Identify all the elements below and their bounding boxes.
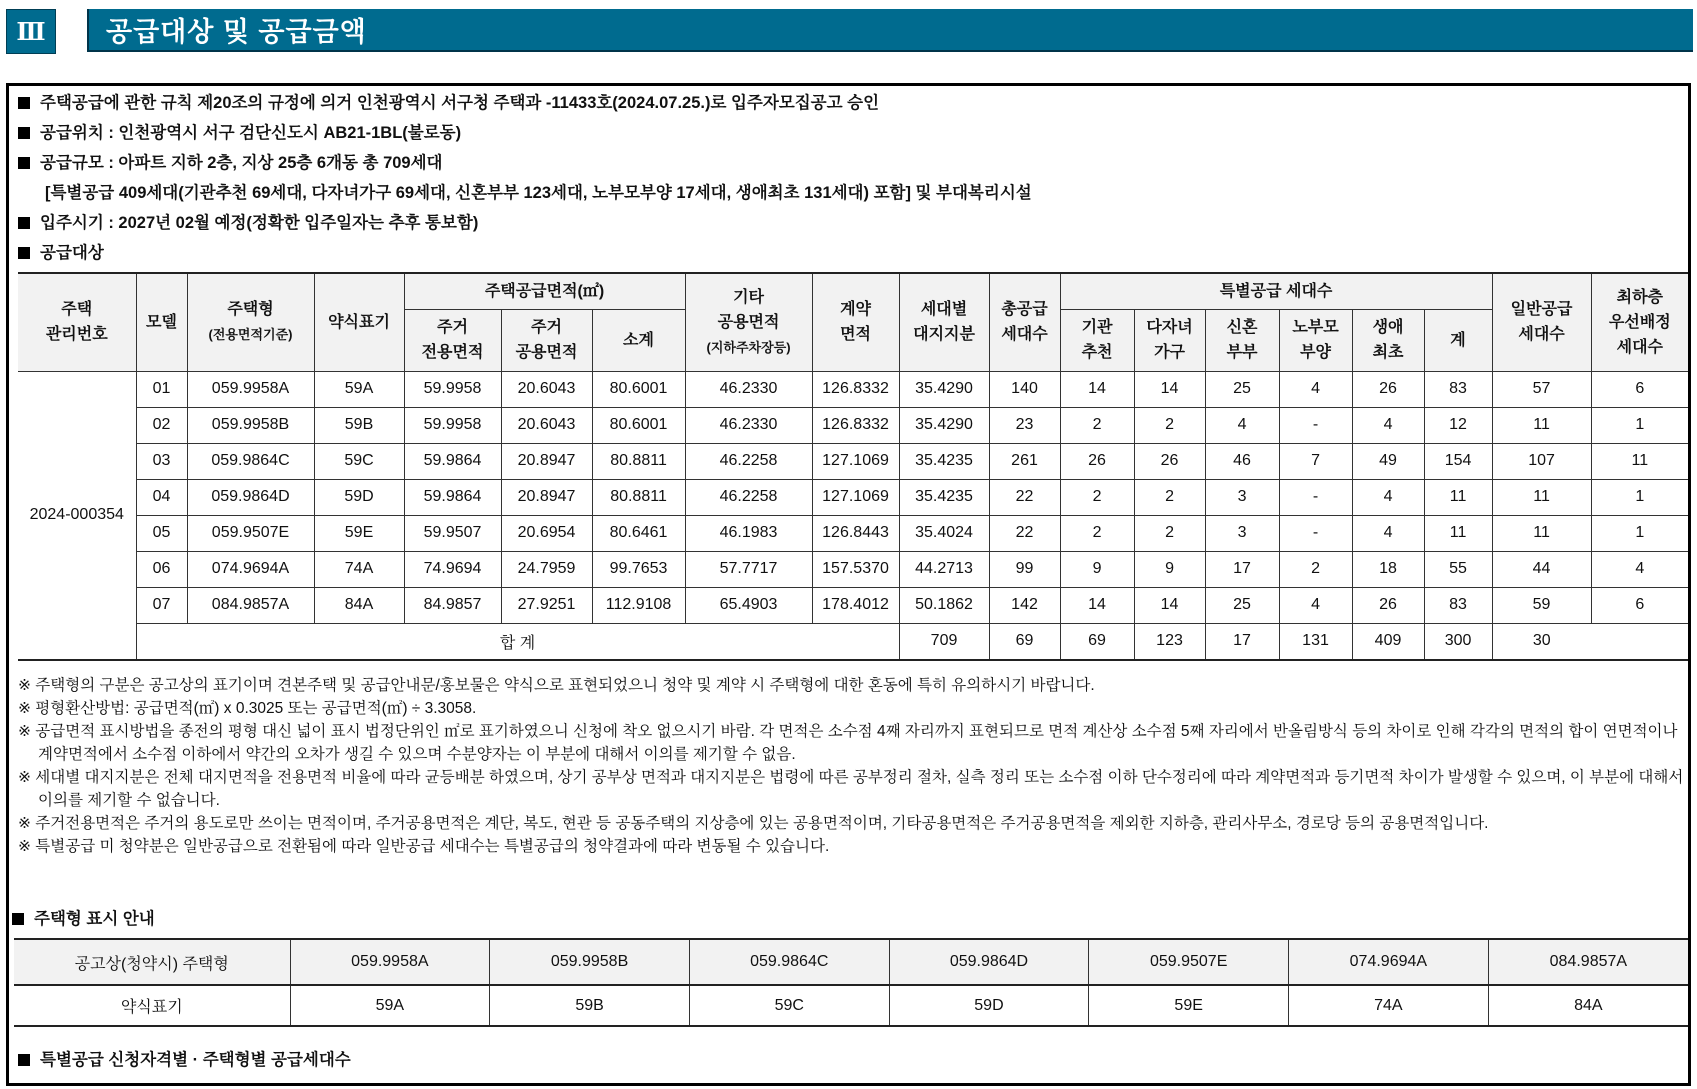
section-title: 공급대상 및 공급금액 xyxy=(87,9,1693,52)
intro-line xyxy=(18,239,104,263)
table-cell: 157.5370 xyxy=(812,551,899,587)
table-cell: 22 xyxy=(989,479,1060,515)
intro-text: 공급위치 : 인천광역시 서구 검단신도시 AB21-1BL(불로동) xyxy=(40,124,462,142)
bullet-square-icon xyxy=(18,97,30,109)
table-cell: 11 xyxy=(1492,407,1591,443)
table-cell: 14 xyxy=(1134,587,1205,623)
type-cell: 059.9864C xyxy=(689,939,889,985)
table-cell: 6 xyxy=(1591,587,1688,623)
table-cell: 6 xyxy=(1591,371,1688,407)
table-cell: 99.7653 xyxy=(592,551,685,587)
table-cell: 27.9251 xyxy=(501,587,592,623)
table-cell: 80.6461 xyxy=(592,515,685,551)
header-exclusive-area: 주거 전용면적 xyxy=(404,309,501,371)
table-cell: 26 xyxy=(1060,443,1134,479)
table-cell: 11 xyxy=(1424,515,1492,551)
table-cell: 06 xyxy=(136,551,187,587)
table-cell: 142 xyxy=(989,587,1060,623)
intro-text: 입주시기 : 2027년 02월 예정(정확한 입주일자는 추후 통보함) xyxy=(40,214,479,232)
table-cell: 9 xyxy=(1060,551,1134,587)
table-cell: 46.1983 xyxy=(685,515,812,551)
type-cell: 59B xyxy=(490,985,690,1026)
type-cell: 74A xyxy=(1289,985,1489,1026)
table-row xyxy=(18,515,1688,551)
header-abbr: 약식표기 xyxy=(314,273,404,371)
table-cell: - xyxy=(1279,515,1352,551)
table-cell: 14 xyxy=(1060,371,1134,407)
table-cell: 059.9958B xyxy=(187,407,314,443)
table-cell: 20.8947 xyxy=(501,479,592,515)
type-cell: 074.9694A xyxy=(1289,939,1489,985)
table-cell: 126.8443 xyxy=(812,515,899,551)
table-cell: 35.4235 xyxy=(899,443,989,479)
intro-line xyxy=(18,89,879,113)
table-cell: 01 xyxy=(136,371,187,407)
table-row xyxy=(18,407,1688,443)
note: ※ 주거전용면적은 주거의 용도로만 쓰이는 면적이며, 주거공용면적은 계단, 복도, 현관 등 공동주택의 지상층에 있는 공용면적이며, 기타공용면적은 주거공용면적을 제외한 지하층, 관리사무소, 경로당 등의 공용면적입니다. xyxy=(18,815,1489,832)
table-cell: 59.9958 xyxy=(404,371,501,407)
type-guide-row xyxy=(14,985,1688,1026)
table-cell: 126.8332 xyxy=(812,371,899,407)
header-sp-agency: 기관 추천 xyxy=(1060,309,1134,371)
supply-table xyxy=(18,272,1688,661)
table-cell: 83 xyxy=(1424,371,1492,407)
table-row xyxy=(18,371,1688,407)
table-cell: 20.6954 xyxy=(501,515,592,551)
header-subtotal: 소계 xyxy=(592,309,685,371)
table-cell: 127.1069 xyxy=(812,443,899,479)
total-cell: 123 xyxy=(1134,623,1205,660)
header-sp-newlywed: 신혼 부부 xyxy=(1205,309,1279,371)
table-cell: 35.4290 xyxy=(899,371,989,407)
table-cell: 46.2330 xyxy=(685,407,812,443)
table-cell: 59.9958 xyxy=(404,407,501,443)
intro-text: 공급규모 : 아파트 지하 2층, 지상 25층 6개동 총 709세대 xyxy=(40,154,443,172)
table-cell: 14 xyxy=(1060,587,1134,623)
table-cell: 59E xyxy=(314,515,404,551)
table-cell: 59B xyxy=(314,407,404,443)
table-cell: 11 xyxy=(1492,515,1591,551)
table-cell: 3 xyxy=(1205,479,1279,515)
header-common-area: 주거 공용면적 xyxy=(501,309,592,371)
type-cell: 059.9507E xyxy=(1089,939,1289,985)
total-row xyxy=(18,623,1688,660)
table-row xyxy=(18,443,1688,479)
type-cell: 59C xyxy=(689,985,889,1026)
bullet-square-icon xyxy=(18,217,30,229)
type-cell: 59E xyxy=(1089,985,1289,1026)
table-cell: - xyxy=(1279,479,1352,515)
header-sp-sum: 계 xyxy=(1424,309,1492,371)
note: ※ 세대별 대지지분은 전체 대지면적을 전용면적 비율에 따라 균등배분 하였으며, 상기 공부상 면적과 대지지분은 법령에 따른 공부정리 절차, 실측 정리 또는 소수점 이하 단수정리에 따라 계약면적과 등기면적 차이가 발생할 수 있으며, 이 부분에 대해서 이의를 제기할 수 없습니다. xyxy=(18,769,1684,809)
content-box xyxy=(6,83,1691,1086)
type-guide-row xyxy=(14,939,1688,985)
header-area-group: 주택공급면적(㎡) xyxy=(404,273,685,309)
table-cell: 46 xyxy=(1205,443,1279,479)
table-cell: 4 xyxy=(1205,407,1279,443)
table-cell: 59 xyxy=(1492,587,1591,623)
table-cell: 44.2713 xyxy=(899,551,989,587)
type-cell: 059.9864D xyxy=(889,939,1089,985)
intro-line xyxy=(18,119,461,143)
type-cell: 084.9857A xyxy=(1488,939,1688,985)
table-cell: 4 xyxy=(1279,371,1352,407)
total-cell: 709 xyxy=(899,623,989,660)
total-cell: 131 xyxy=(1279,623,1352,660)
table-cell: 059.9958A xyxy=(187,371,314,407)
table-cell: 20.8947 xyxy=(501,443,592,479)
table-cell: 059.9864C xyxy=(187,443,314,479)
table-cell: 2 xyxy=(1134,479,1205,515)
table-cell: 12 xyxy=(1424,407,1492,443)
table-cell: 80.8811 xyxy=(592,443,685,479)
note: ※ 공급면적 표시방법을 종전의 평형 대신 넓이 표시 법정단위인 ㎡로 표기하였으니 신청에 착오 없으시기 바람. 각 면적은 소수점 4째 자리까지 표현되므로 면적 계산상 소수점 5째 자리에서 반올림방식 등의 차이로 인해 각각의 면적의 합이 연면적이나 계약면적에서 소수점 이하에서 약간의 오차가 생길 수 있으며 수분양자는 이 부분에 대해서 이의를 제기할 수 없음. xyxy=(18,723,1678,763)
header-lowest-floor: 최하층 우선배정 세대수 xyxy=(1591,273,1688,371)
type-cell: 059.9958B xyxy=(490,939,690,985)
table-cell: 14 xyxy=(1134,371,1205,407)
table-cell: - xyxy=(1279,407,1352,443)
table-cell: 59A xyxy=(314,371,404,407)
table-cell: 084.9857A xyxy=(187,587,314,623)
table-cell: 127.1069 xyxy=(812,479,899,515)
notes xyxy=(18,674,1686,858)
table-cell: 55 xyxy=(1424,551,1492,587)
header-sp-multichild: 다자녀 가구 xyxy=(1134,309,1205,371)
total-cell: 300 xyxy=(1424,623,1492,660)
table-cell: 46.2258 xyxy=(685,479,812,515)
table-cell: 46.2330 xyxy=(685,371,812,407)
table-cell: 49 xyxy=(1352,443,1424,479)
total-label: 합 계 xyxy=(136,623,899,660)
table-cell: 18 xyxy=(1352,551,1424,587)
total-cell: 30 xyxy=(1492,623,1591,660)
table-cell: 02 xyxy=(136,407,187,443)
table-cell: 46.2258 xyxy=(685,443,812,479)
row-label: 공고상(청약시) 주택형 xyxy=(14,939,290,985)
header-other-common: 기타 공용면적 (지하주차장등) xyxy=(685,273,812,371)
table-cell: 59.9507 xyxy=(404,515,501,551)
intro-text: 공급대상 xyxy=(40,244,104,262)
intro-text: 주택공급에 관한 규칙 제20조의 규정에 의거 인천광역시 서구청 주택과 -11433호(2024.07.25.)로 입주자모집공고 승인 xyxy=(40,94,880,112)
table-row xyxy=(18,479,1688,515)
table-cell: 22 xyxy=(989,515,1060,551)
table-cell: 140 xyxy=(989,371,1060,407)
header-model: 모델 xyxy=(136,273,187,371)
type-cell: 59A xyxy=(290,985,490,1026)
header-sp-elderly: 노부모 부양 xyxy=(1279,309,1352,371)
note: ※ 특별공급 미 청약분은 일반공급으로 전환됨에 따라 일반공급 세대수는 특별공급의 청약결과에 따라 변동될 수 있습니다. xyxy=(18,838,830,855)
table-cell: 65.4903 xyxy=(685,587,812,623)
total-cell: 69 xyxy=(989,623,1060,660)
bullet-square-icon xyxy=(18,247,30,259)
table-cell: 11 xyxy=(1492,479,1591,515)
table-cell: 2 xyxy=(1060,515,1134,551)
table-cell: 35.4024 xyxy=(899,515,989,551)
table-cell: 59.9864 xyxy=(404,479,501,515)
table-cell: 57 xyxy=(1492,371,1591,407)
table-cell: 59D xyxy=(314,479,404,515)
table-cell: 57.7717 xyxy=(685,551,812,587)
table-cell: 07 xyxy=(136,587,187,623)
header-contract-area: 계약 면적 xyxy=(812,273,899,371)
section-number: Ⅲ xyxy=(6,9,56,54)
header-total-units: 총공급 세대수 xyxy=(989,273,1060,371)
table-cell: 059.9864D xyxy=(187,479,314,515)
table-cell: 178.4012 xyxy=(812,587,899,623)
type-cell: 59D xyxy=(889,985,1089,1026)
bullet-square-icon xyxy=(12,913,24,925)
intro-line xyxy=(18,209,478,233)
table-cell: 107 xyxy=(1492,443,1591,479)
table-cell: 9 xyxy=(1134,551,1205,587)
table-cell: 20.6043 xyxy=(501,371,592,407)
table-cell: 50.1862 xyxy=(899,587,989,623)
table-cell: 4 xyxy=(1352,479,1424,515)
table-cell: 59C xyxy=(314,443,404,479)
header-type: 주택형 (전용면적기준) xyxy=(187,273,314,371)
total-cell: 17 xyxy=(1205,623,1279,660)
table-cell: 154 xyxy=(1424,443,1492,479)
header-sp-firsttime: 생애 최초 xyxy=(1352,309,1424,371)
table-cell: 2 xyxy=(1060,479,1134,515)
table-cell: 80.8811 xyxy=(592,479,685,515)
table-cell: 84A xyxy=(314,587,404,623)
table-cell: 2 xyxy=(1060,407,1134,443)
table-cell: 04 xyxy=(136,479,187,515)
header-land-share: 세대별 대지지분 xyxy=(899,273,989,371)
table-cell: 059.9507E xyxy=(187,515,314,551)
next-heading xyxy=(18,1046,351,1070)
table-cell: 26 xyxy=(1134,443,1205,479)
heading-text: 주택형 표시 안내 xyxy=(34,910,155,928)
type-guide-heading xyxy=(12,905,155,929)
table-cell: 17 xyxy=(1205,551,1279,587)
total-cell: 409 xyxy=(1352,623,1424,660)
row-label: 약식표기 xyxy=(14,985,290,1026)
note: ※ 주택형의 구분은 공고상의 표기이며 견본주택 및 공급안내문/홍보물은 약식으로 표현되었으니 청약 및 계약 시 주택형에 대한 혼동에 특히 유의하시기 바랍니다. xyxy=(18,677,1095,694)
table-cell: 44 xyxy=(1492,551,1591,587)
table-row xyxy=(18,587,1688,623)
table-cell: 11 xyxy=(1591,443,1688,479)
table-cell: 126.8332 xyxy=(812,407,899,443)
table-cell: 20.6043 xyxy=(501,407,592,443)
bullet-square-icon xyxy=(18,127,30,139)
type-cell: 059.9958A xyxy=(290,939,490,985)
table-cell: 25 xyxy=(1205,371,1279,407)
table-cell: 99 xyxy=(989,551,1060,587)
type-cell: 84A xyxy=(1488,985,1688,1026)
table-cell: 26 xyxy=(1352,587,1424,623)
intro-line xyxy=(18,149,442,173)
mgmt-no-cell: 2024-000354 xyxy=(18,371,136,660)
heading-text: 특별공급 신청자격별 · 주택형별 공급세대수 xyxy=(40,1051,351,1069)
table-cell: 4 xyxy=(1279,587,1352,623)
table-cell: 05 xyxy=(136,515,187,551)
bullet-square-icon xyxy=(18,157,30,169)
total-cell: 69 xyxy=(1060,623,1134,660)
table-cell: 59.9864 xyxy=(404,443,501,479)
table-cell: 74A xyxy=(314,551,404,587)
table-cell: 2 xyxy=(1134,515,1205,551)
table-cell: 25 xyxy=(1205,587,1279,623)
table-cell: 35.4235 xyxy=(899,479,989,515)
table-cell: 4 xyxy=(1591,551,1688,587)
bullet-square-icon xyxy=(18,1054,30,1066)
table-cell: 74.9694 xyxy=(404,551,501,587)
table-cell: 261 xyxy=(989,443,1060,479)
intro-line: [특별공급 409세대(기관추천 69세대, 다자녀가구 69세대, 신혼부부 123세대, 노부모부양 17세대, 생애최초 131세대) 포함] 및 부대복리시설 xyxy=(45,184,1032,202)
table-cell: 11 xyxy=(1424,479,1492,515)
table-cell: 80.6001 xyxy=(592,407,685,443)
table-cell: 2 xyxy=(1134,407,1205,443)
table-cell: 4 xyxy=(1352,407,1424,443)
header-special-group: 특별공급 세대수 xyxy=(1060,273,1492,309)
table-cell: 03 xyxy=(136,443,187,479)
table-cell: 1 xyxy=(1591,479,1688,515)
table-cell: 3 xyxy=(1205,515,1279,551)
header-mgmt-no: 주택 관리번호 xyxy=(18,273,136,371)
table-cell: 1 xyxy=(1591,515,1688,551)
table-cell: 80.6001 xyxy=(592,371,685,407)
table-cell: 83 xyxy=(1424,587,1492,623)
header-general: 일반공급 세대수 xyxy=(1492,273,1591,371)
table-cell: 7 xyxy=(1279,443,1352,479)
table-cell: 074.9694A xyxy=(187,551,314,587)
table-row xyxy=(18,551,1688,587)
type-guide-table xyxy=(14,938,1688,1027)
table-cell: 26 xyxy=(1352,371,1424,407)
table-cell: 2 xyxy=(1279,551,1352,587)
table-cell: 112.9108 xyxy=(592,587,685,623)
table-cell: 4 xyxy=(1352,515,1424,551)
note: ※ 평형환산방법: 공급면적(㎡) x 0.3025 또는 공급면적(㎡) ÷ 3.3058. xyxy=(18,700,477,717)
table-cell: 84.9857 xyxy=(404,587,501,623)
table-cell: 35.4290 xyxy=(899,407,989,443)
table-cell: 24.7959 xyxy=(501,551,592,587)
table-cell: 1 xyxy=(1591,407,1688,443)
table-cell: 23 xyxy=(989,407,1060,443)
